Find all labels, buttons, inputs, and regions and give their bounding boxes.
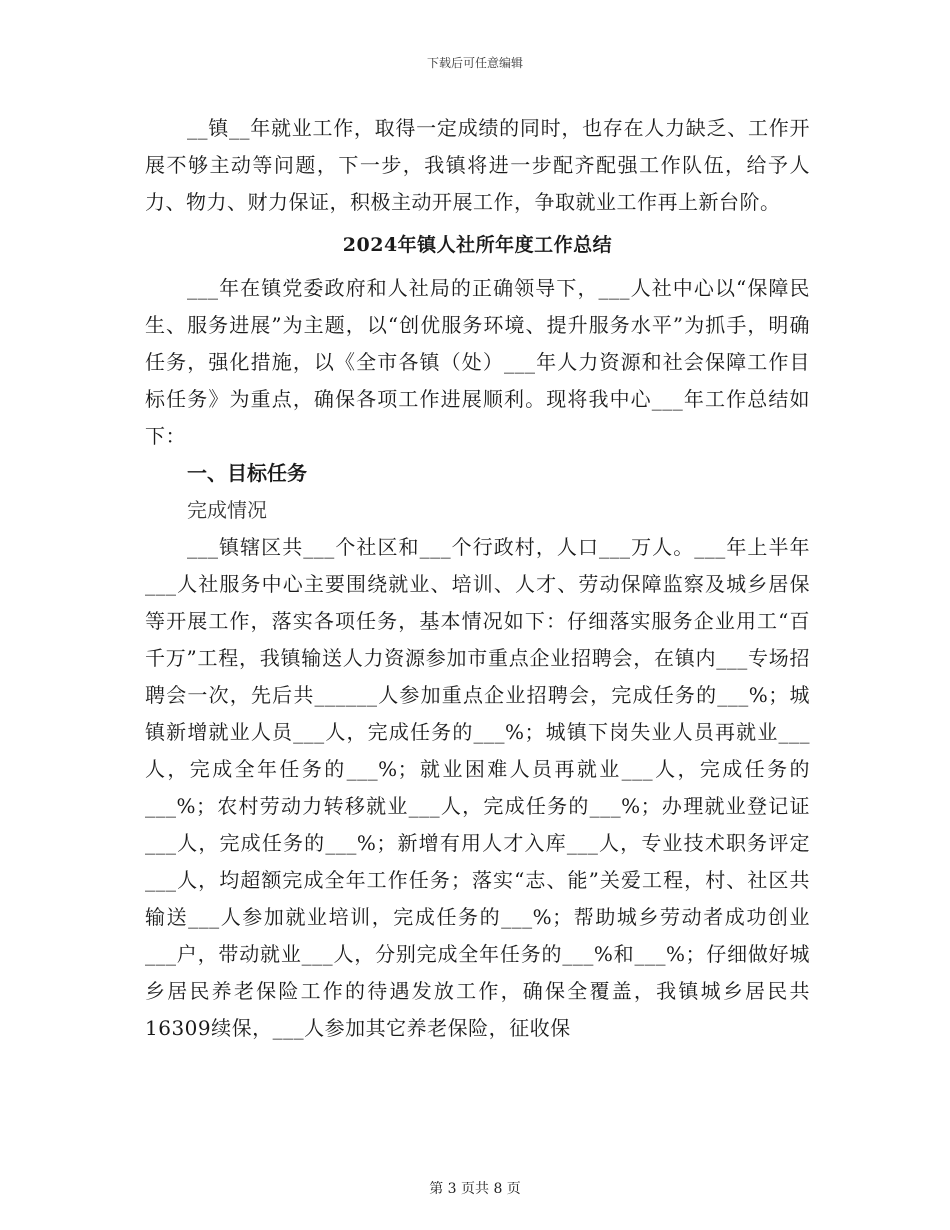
section-heading-targets: 一、目标任务 [187,461,307,485]
intro-paragraph: __镇__年就业工作，取得一定成绩的同时，也存在人力缺乏、工作开展不够主动等问题，下一步，我镇将进一步配齐配强工作队伍，给予人力、物力、财力保证，积极主动开展工作，争取就业工作再上新台阶。 [145,116,810,214]
page-footer: 第 3 页共 8 页 [429,1181,521,1197]
document-title: 2024年镇人社所年度工作总结 [342,234,613,256]
opening-paragraph: ___年在镇党委政府和人社局的正确领导下，___人社中心以“保障民生、服务进展”为主题，以“创优服务环境、提升服务水平”为抓手，明确任务，强化措施，以《全市各镇（处）___年人力资源和社会保障工作目标任务》为重点，确保各项工作进展顺利。现将我中心___年工作总结如下： [145,276,810,448]
completion-paragraph: ___镇辖区共___个社区和___个行政村，人口___万人。___年上半年___人社服务中心主要围绕就业、培训、人才、劳动保障监察及城乡居保等开展工作，落实各项任务，基本情况如下：仔细落实服务企业用工“百千万”工程，我镇输送人力资源参加市重点企业招聘会，在镇内___专场招聘会一次，先后共______人参加重点企业招聘会，完成任务的___%；城镇新增就业人员___人，完成任务的___%；城镇下岗失业人员再就业___人，完成全年任务的___%；就业困难人员再就业___人，完成任务的___%；农村劳动力转移就业___人，完成任务的___%；办理就业登记证___人，完成任务的___%；新增有用人才入库___人，专业技术职务评定___人，均超额完成全年工作任务；落实“志、能”关爱工程，村、社区共输送___人参加就业培训，完成任务的___%；帮助城乡劳动者成功创业___户，带动就业___人，分别完成全年任务的___%和___%；仔细做好城乡居民养老保险工作的待遇发放工作，确保全覆盖，我镇城乡居民共16309续保，___人参加其它养老保险，征收保 [145,535,810,1040]
document-body [145,110,810,1047]
section-subheading-completion: 完成情况 [187,498,267,522]
page-header: 下载后可任意编辑 [426,56,523,70]
